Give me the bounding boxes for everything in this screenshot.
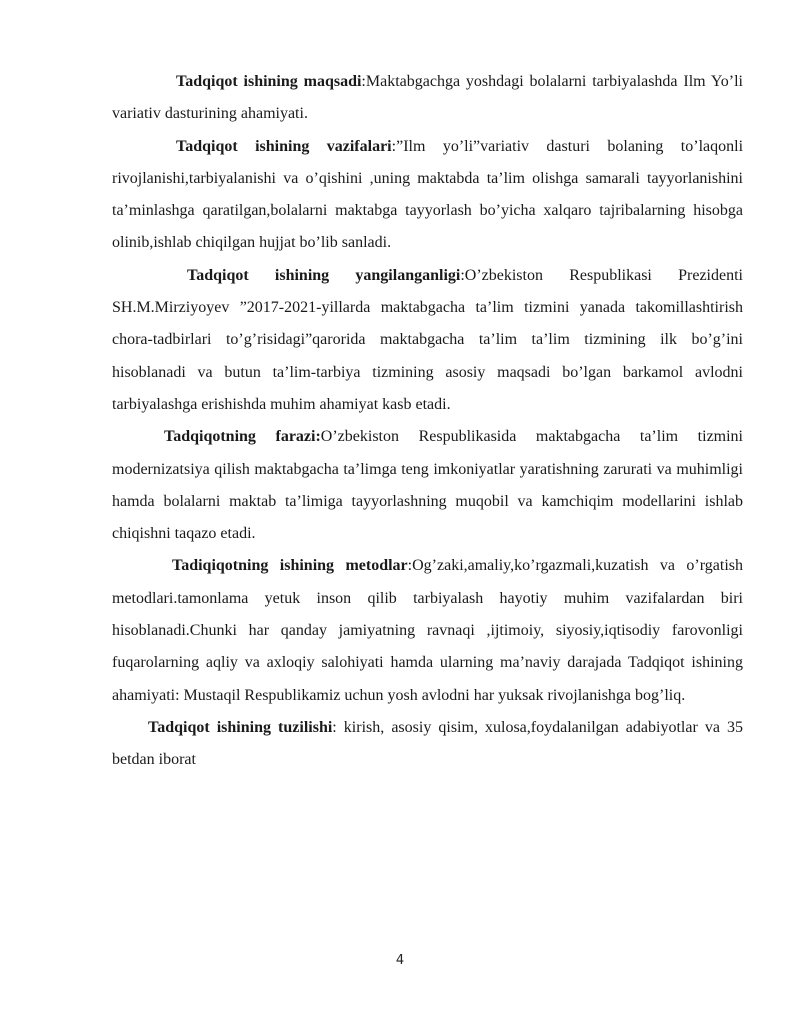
document-page	[112, 66, 743, 777]
paragraph-tuzilishi	[112, 712, 743, 777]
paragraph-body: :”Ilm yo’li”variativ dasturi bolaning to’laqonli rivojlanishi,tarbiyalanishi va o’qishini ,uning maktabda ta’lim olishga samarali tayyorlanishini ta’minlashga qaratilgan,bolalarni maktabga tayyorlash bo’yicha xalqaro tajribalarning hisobga olinib,ishlab chiqilgan hujjat bo’lib sanladi.	[112, 137, 744, 252]
paragraph-heading: Tadqiqot ishining yangilanganligi	[187, 266, 461, 284]
page-number: 4	[395, 953, 405, 968]
paragraph-heading: Tadqiqot ishining maqsadi	[176, 73, 362, 90]
paragraph-body: : kirish, asosiy qisim, xulosa,foydalanilgan adabiyotlar va 35 betdan iborat	[112, 718, 743, 769]
paragraph-heading: Tadqiqotning farazi:	[164, 428, 321, 446]
paragraph-maqsadi	[112, 66, 743, 131]
paragraph-farazi	[112, 421, 743, 550]
paragraph-yangilanganligi	[112, 260, 743, 421]
paragraph-body: :O’zbekiston Respublikasi Prezidenti SH.M.Mirziyoyev ”2017-2021-yillarda maktabgacha ta’lim tizmini yanada takomillashtirish chora-tadbirlari to’g’risidagi”qarorida maktabgacha ta’lim ta’lim tizmining ilk bo’g’ini hisoblanadi va butun ta’lim-tarbiya tizmining asosiy maqsadi bo’lgan barkamol avlodni tarbiyalashga erishishda muhim ahamiyat kasb etadi.	[112, 266, 743, 413]
paragraph-heading: Tadqiqot ishining tuzilishi	[148, 718, 333, 736]
paragraph-heading: Tadqiqot ishining vazifalari	[176, 137, 392, 155]
paragraph-metodlar	[112, 550, 743, 711]
paragraph-vazifalari	[112, 131, 743, 260]
paragraph-body: :Maktabgachga yoshdagi bolalarni tarbiyalashda Ilm Yo’li variativ dasturining ahamiyati.	[112, 73, 743, 123]
paragraph-heading: Tadiqiqotning ishining metodlar	[172, 557, 408, 575]
paragraph-body: :Og’zaki,amaliy,ko’rgazmali,kuzatish va o’rgatish metodlari.tamonlama yetuk inson qilib tarbiyalash hayotiy muhim vazifalardan biri hisoblanadi.Chunki har qanday jamiyatning ravnaqi ,ijtimoiy, siyosiy,iqtisodiy farovonligi fuqarolarning aqliy va axloqiy salohiyati hamda ularning ma’naviy darajada Tadqiqot ishining ahamiyati: Mustaqil Respublikamiz uchun yosh avlodni har yuksak rivojlanishga bog’liq.	[112, 557, 743, 704]
paragraph-body: O’zbekiston Respublikasida maktabgacha ta’lim tizmini modernizatsiya qilish maktabgacha ta’limga teng imkoniyatlar yaratishning zarurati va muhimligi hamda bolalarni maktab ta’limiga tayyorlashning muqobil va kamchiqim modellarini ishlab chiqishni taqazo etadi.	[112, 428, 744, 543]
